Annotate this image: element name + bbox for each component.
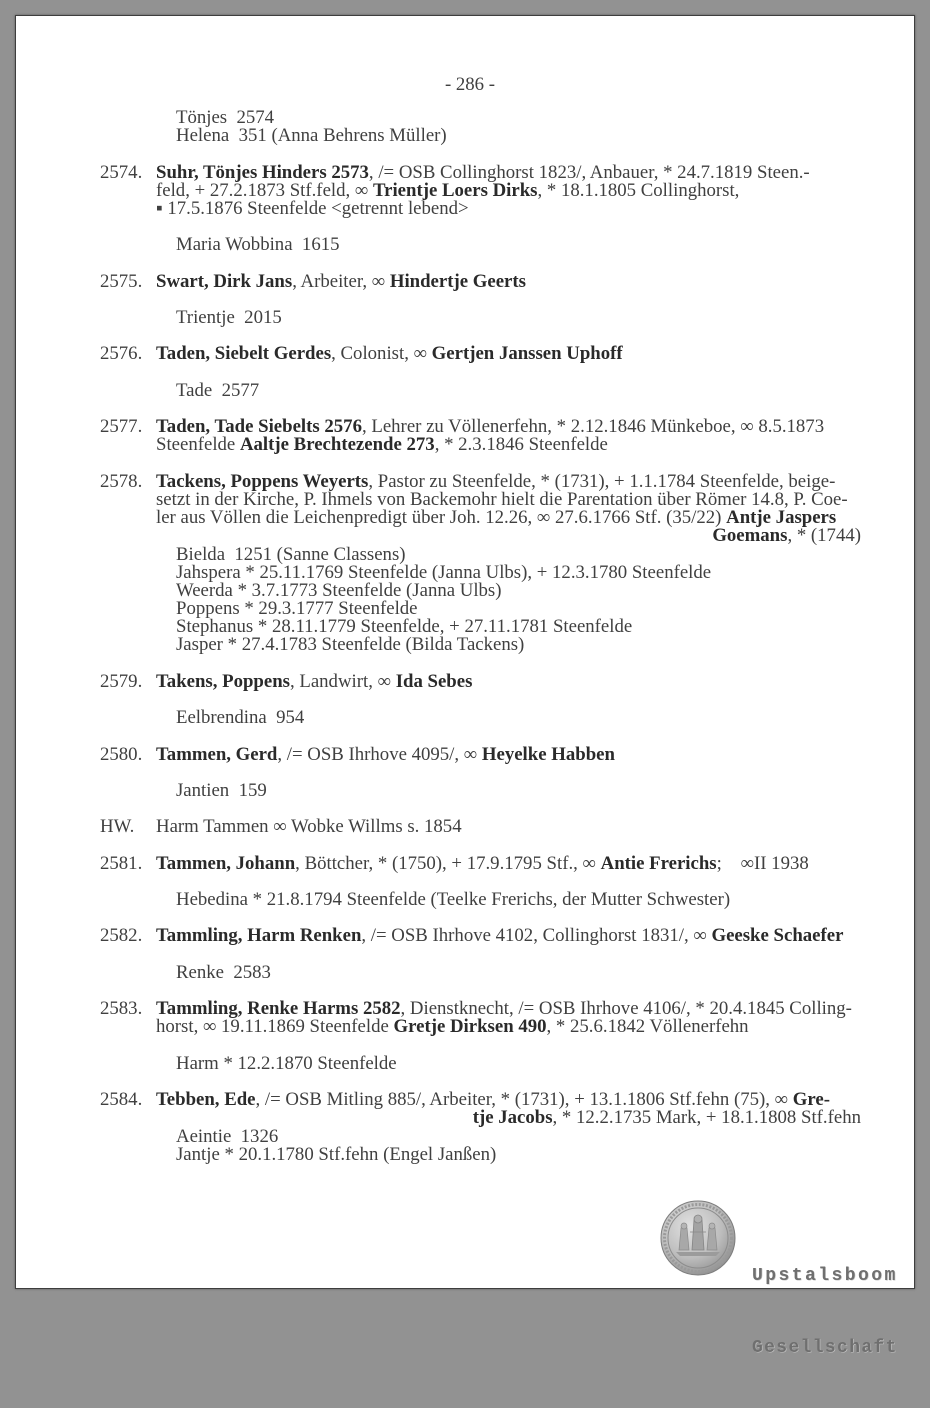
person-name: Gre- xyxy=(792,1089,830,1111)
entry-text: , /= OSB Ihrhove 4102, Collinghorst 1831/, ∞ xyxy=(361,925,712,947)
children-list xyxy=(156,1125,878,1165)
entry-text: ler aus Völlen die Leichenpredigt über Joh. 12.26, ∞ 27.6.1766 Stf. (35/22) xyxy=(156,507,727,529)
entry-text: , Landwirt, ∞ xyxy=(289,670,396,692)
entry-text: ; ∞II 1938 xyxy=(716,852,809,874)
child-line: Hebedina * 21.8.1794 Steenfelde (Teelke Frerichs, der Mutter Schwester) xyxy=(176,889,731,911)
entry-2583 xyxy=(100,998,878,1074)
entry-text: , * 18.1.1805 Collinghorst, xyxy=(537,179,740,201)
person-name: Antie Frerichs xyxy=(600,852,717,874)
child-line: Tönjes 2574 xyxy=(176,107,275,128)
entry-number: 2577. xyxy=(100,416,143,438)
society-logo-text xyxy=(752,1216,898,1408)
seal-icon xyxy=(660,1200,736,1276)
entry-text: , * 25.6.1842 Völlenerfehn xyxy=(546,1016,749,1038)
entry-text: Steenfelde xyxy=(156,434,240,456)
children-list xyxy=(156,961,878,983)
entry-hw xyxy=(100,816,878,838)
person-name: Tebben, Ede xyxy=(156,1089,256,1111)
child-line: Harm * 12.2.1870 Steenfelde xyxy=(176,1052,397,1074)
entry-text-line xyxy=(156,818,878,836)
person-name: Hindertje Geerts xyxy=(389,270,526,292)
entry-text-line xyxy=(156,743,878,765)
children-list xyxy=(156,309,878,327)
person-name: Heyelke Habben xyxy=(481,743,615,765)
child-line: Jantje * 20.1.1780 Stf.fehn (Engel Janßen) xyxy=(176,1143,497,1165)
child-line: Weerda * 3.7.1773 Steenfelde (Janna Ulbs) xyxy=(176,579,502,601)
entry-text: Harm Tammen ∞ Wobke Willms s. 1854 xyxy=(156,816,462,838)
entry-number: 2578. xyxy=(100,470,143,492)
children-list xyxy=(156,379,878,401)
entry-text: horst, ∞ 19.11.1869 Steenfelde xyxy=(156,1016,394,1038)
person-name: Tammling, Harm Renken xyxy=(156,925,362,947)
person-name: Ida Sebes xyxy=(395,670,473,692)
entry-2584 xyxy=(100,1089,878,1165)
entry-number: 2580. xyxy=(100,743,143,765)
entry-number: 2576. xyxy=(100,343,143,365)
entry-text: , Dienstknecht, /= OSB Ihrhove 4106/, * 20.4.1845 Colling- xyxy=(400,998,852,1020)
entry-2574 xyxy=(100,161,878,256)
person-name: Goemans xyxy=(712,525,788,547)
entry-text: , Pastor zu Steenfelde, * (1731), + 1.1.1784 Steenfelde, beige- xyxy=(368,470,836,492)
entry-text: setzt in der Kirche, P. Ihmels von Backemohr hielt die Parentation über Römer 14.8, P. Coe- xyxy=(156,488,848,510)
child-line: Jasper * 27.4.1783 Steenfelde (Bilda Tackens) xyxy=(176,634,525,656)
entry-text-line xyxy=(156,670,878,692)
person-name: Antje Jaspers xyxy=(726,507,837,529)
person-name: Gretje Dirksen 490 xyxy=(393,1016,547,1038)
entry-2581 xyxy=(100,852,878,911)
children-list xyxy=(156,1052,878,1074)
person-name: Tammen, Gerd xyxy=(156,743,278,765)
person-name: Gertjen Janssen Uphoff xyxy=(431,343,623,365)
entry-number: 2583. xyxy=(100,998,143,1020)
person-name: Tammen, Johann xyxy=(156,852,296,874)
entry-2579 xyxy=(100,670,878,729)
logo-line-upstalsboom: Upstalsboom xyxy=(752,1266,898,1286)
children-list xyxy=(156,236,878,254)
entry-text: feld, + 27.2.1873 Stf.feld, ∞ xyxy=(156,179,373,201)
child-line: Bielda 1251 (Sanne Classens) xyxy=(176,543,406,565)
children-list xyxy=(156,779,878,801)
person-name: Taden, Tade Siebelts 2576 xyxy=(156,416,362,438)
entry-2582 xyxy=(100,925,878,983)
child-line: Renke 2583 xyxy=(176,961,271,983)
child-line: Trientje 2015 xyxy=(176,307,282,329)
entry-text: , /= OSB Ihrhove 4095/, ∞ xyxy=(277,743,482,765)
children-list xyxy=(156,709,878,727)
entry-text-line xyxy=(156,527,861,545)
child-line: Jahspera * 25.11.1769 Steenfelde (Janna Ulbs), + 12.3.1780 Steenfelde xyxy=(176,561,712,583)
entry-text: , Lehrer zu Völlenerfehn, * 2.12.1846 Münkeboe, ∞ 8.5.1873 xyxy=(361,416,825,438)
entry-text: , Böttcher, * (1750), + 17.9.1795 Stf., ∞ xyxy=(295,852,601,874)
entry-text-line xyxy=(156,436,878,454)
document-page xyxy=(15,15,915,1358)
entry-number: 2581. xyxy=(100,852,143,874)
child-line: Maria Wobbina 1615 xyxy=(176,234,340,256)
entry-text: , * (1744) xyxy=(787,525,861,547)
entry-number: HW. xyxy=(100,816,135,838)
entry-number: 2575. xyxy=(100,270,143,292)
entry-text: , Arbeiter, ∞ xyxy=(292,270,390,292)
person-name: Trientje Loers Dirks xyxy=(372,179,538,201)
entry-number: 2579. xyxy=(100,670,143,692)
entry-text-line xyxy=(156,927,878,945)
entry-text-line xyxy=(156,1018,878,1036)
person-name: Tackens, Poppens Weyerts xyxy=(156,470,369,492)
entry-text-line xyxy=(156,1109,861,1127)
child-line: Poppens * 29.3.1777 Steenfelde xyxy=(176,598,418,620)
entry-text-line xyxy=(156,345,878,363)
person-name: Suhr, Tönjes Hinders 2573 xyxy=(156,161,369,183)
person-name: Tammling, Renke Harms 2582 xyxy=(156,998,401,1020)
entry-2577 xyxy=(100,416,878,456)
entry-2578 xyxy=(100,470,878,656)
entry-2580 xyxy=(100,743,878,801)
entry-number: 2574. xyxy=(100,161,143,183)
entry-text-line xyxy=(156,852,878,874)
entry-text-line xyxy=(156,270,878,292)
children-list xyxy=(156,891,878,909)
person-name: Aaltje Brechtezende 273 xyxy=(239,434,435,456)
person-name: Taden, Siebelt Gerdes xyxy=(156,343,332,365)
entry-text: , /= OSB Mitling 885/, Arbeiter, * (1731), + 13.1.1806 Stf.fehn (75), ∞ xyxy=(255,1089,793,1111)
person-name: Swart, Dirk Jans xyxy=(156,270,293,292)
entry-number: 2584. xyxy=(100,1089,143,1111)
genealogy-entries xyxy=(100,107,878,1165)
entry-text: , * 2.3.1846 Steenfelde xyxy=(434,434,608,456)
child-line: Stephanus * 28.11.1779 Steenfelde, + 27.11.1781 Steenfelde xyxy=(176,616,633,638)
person-name: Geeske Schaefer xyxy=(711,925,844,947)
child-line: Tade 2577 xyxy=(176,379,260,401)
entry-text-line xyxy=(156,197,878,219)
entry-number: 2582. xyxy=(100,925,143,947)
child-line: Eelbrendina 954 xyxy=(176,707,305,729)
page-number: - 286 - xyxy=(444,74,496,95)
person-name: Takens, Poppens xyxy=(156,670,290,692)
entry-text: , /= OSB Collinghorst 1823/, Anbauer, * 24.7.1819 Steen.- xyxy=(368,161,810,183)
child-line: Aeintie 1326 xyxy=(176,1125,279,1147)
entry-text: , * 12.2.1735 Mark, + 18.1.1808 Stf.fehn xyxy=(552,1107,861,1129)
continuation-children xyxy=(156,109,878,145)
children-list xyxy=(156,543,878,656)
entry-2576 xyxy=(100,343,878,401)
child-line: Helena 351 (Anna Behrens Müller) xyxy=(176,125,447,147)
person-name: tje Jacobs xyxy=(472,1107,553,1129)
entry-2575 xyxy=(100,270,878,329)
entry-text: , Colonist, ∞ xyxy=(331,343,432,365)
logo-line-gesellschaft: Gesellschaft xyxy=(752,1338,898,1358)
child-line: Jantien 159 xyxy=(176,779,267,801)
entry-text: ▪ 17.5.1876 Steenfelde <getrennt lebend> xyxy=(156,197,469,219)
